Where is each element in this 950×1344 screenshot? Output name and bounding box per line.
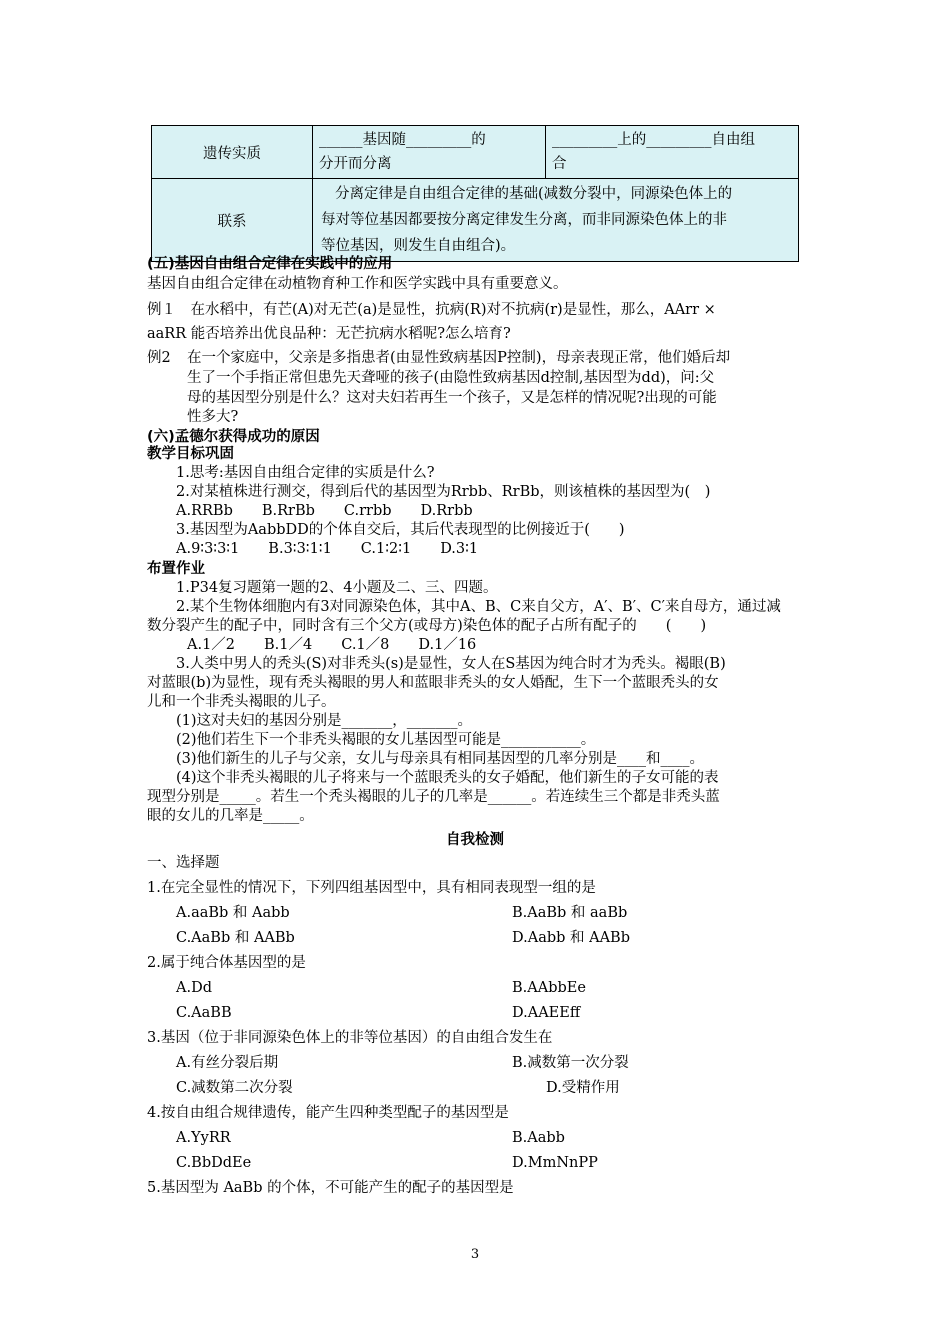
homework-line: (2)他们若生下一个非秃头褐眼的女儿基因型可能是___________。: [176, 732, 596, 748]
relation-cell: 分离定律是自由组合定律的基础(减数分裂中，同源染色体上的 每对等位基因都要按分离定律发生分离，而非同源染色体上的非 等位基因，则发生自由组合)。: [313, 179, 799, 262]
part-heading: 一、选择题: [147, 855, 220, 871]
option: A.YyRR: [176, 1130, 231, 1146]
homework-line: (4)这个非秃头褐眼的儿子将来与一个蓝眼秃头的女子婚配，他们新生的子女可能的表: [176, 770, 719, 786]
question-line: 1.思考:基因自由组合定律的实质是什么?: [176, 465, 435, 481]
question-stem: 4.按自由组合规律遗传，能产生四种类型配子的基因型是: [147, 1105, 509, 1121]
comparison-table: [151, 125, 799, 262]
homework-line: 数分裂产生的配子中，同时含有三个父方(或母方)染色体的配子占所有配子的 ( ): [147, 618, 707, 634]
section-heading: 布置作业: [147, 561, 205, 577]
homework-line: 2.某个生物体细胞内有3对同源染色体，其中A、B、C来自父方，A′、B′、C′来自母方，通过减: [176, 599, 781, 615]
table-row: [152, 126, 799, 179]
example-line: 生了一个手指正常但患先天聋哑的孩子(由隐性致病基因d控制,基因型为dd)，问:父: [187, 370, 715, 386]
homework-line: (3)他们新生的儿子与父亲，女儿与母亲具有相同基因型的几率分别是____和____。: [176, 751, 705, 767]
options-line: A.9∶3∶3∶1 B.3∶3∶1∶1 C.1∶2∶1 D.3∶1: [176, 541, 479, 557]
homework-line: 儿和一个非秃头褐眼的儿子。: [147, 694, 336, 710]
homework-line: 现型分别是_____。若生一个秃头褐眼的儿子的几率是______。若连续生三个都是非秃头蓝: [147, 789, 720, 805]
option: C.AaBB: [176, 1005, 232, 1021]
homework-line: 对蓝眼(b)为显性，现有秃头褐眼的男人和蓝眼非秃头的女人婚配，生下一个蓝眼秃头的女: [147, 675, 719, 691]
options-line: A.RRBb B.RrBb C.rrbb D.Rrbb: [176, 503, 473, 519]
option: B.AaBb 和 aaBb: [512, 905, 628, 921]
section-heading: (五)基因自由组合定律在实践中的应用: [147, 256, 393, 272]
option: B.Aabb: [512, 1130, 565, 1146]
question-line: 3.基因型为AabbDD的个体自交后，其后代表现型的比例接近于( ): [176, 522, 625, 538]
section-heading: 教学目标巩固: [147, 446, 234, 462]
example-line: 在一个家庭中，父亲是多指患者(由显性致病基因P控制)，母亲表现正常，他们婚后却: [187, 350, 731, 366]
example-line: 母的基因型分别是什么？这对夫妇若再生一个孩子，又是怎样的情况呢?出现的可能: [187, 390, 717, 406]
option: D.MmNnPP: [512, 1155, 598, 1171]
option: A.aaBb 和 Aabb: [176, 905, 290, 921]
row-label-cell: 联系: [152, 179, 313, 262]
option: D.AAEEff: [512, 1005, 581, 1021]
option: A.有丝分裂后期: [176, 1055, 279, 1071]
combination-law-cell: _________上的_________自由组 合: [546, 126, 799, 179]
option: D.Aabb 和 AABb: [512, 930, 630, 946]
question-stem: 2.属于纯合体基因型的是: [147, 955, 306, 971]
example-label: 例2: [147, 350, 171, 366]
option: D.受精作用: [546, 1080, 620, 1096]
question-stem: 1.在完全显性的情况下，下列四组基因型中，具有相同表现型一组的是: [147, 880, 596, 896]
options-line: A.1／2 B.1／4 C.1／8 D.1／16: [187, 637, 477, 653]
homework-line: (1)这对夫妇的基因分别是_______，_______。: [176, 713, 473, 729]
row-label-cell: 遗传实质: [152, 126, 313, 179]
table-row: [152, 179, 799, 262]
option: C.BbDdEe: [176, 1155, 252, 1171]
homework-line: 3.人类中男人的秃头(S)对非秃头(s)是显性，女人在S基因为纯合时才为秃头。褐眼(B): [176, 656, 726, 672]
option: B.AAbbEe: [512, 980, 586, 996]
question-stem: 5.基因型为 AaBb 的个体，不可能产生的配子的基因型是: [147, 1180, 514, 1196]
homework-line: 1.P34复习题第一题的2、4小题及二、三、四题。: [176, 580, 498, 596]
page-number: 3: [470, 1247, 480, 1262]
paragraph: 基因自由组合定律在动植物育种工作和医学实践中具有重要意义。: [147, 276, 568, 292]
self-test-title: 自我检测: [446, 832, 504, 848]
example-line: aaRR 能否培养出优良品种：无芒抗病水稻呢?怎么培育?: [147, 326, 511, 342]
example-line: 性多大?: [187, 409, 239, 425]
question-line: 2.对某植株进行测交，得到后代的基因型为Rrbb、RrBb，则该植株的基因型为( ): [176, 484, 711, 500]
example-line: 例１ 在水稻中，有芒(A)对无芒(a)是显性，抗病(R)对不抗病(r)是显性，那么，AArr ×: [147, 302, 716, 318]
option: A.Dd: [176, 980, 212, 996]
section-heading: (六)孟德尔获得成功的原因: [147, 429, 320, 445]
option: B.减数第一次分裂: [512, 1055, 629, 1071]
separation-law-cell: ______基因随_________的 分开而分离: [313, 126, 546, 179]
option: C.减数第二次分裂: [176, 1080, 293, 1096]
homework-line: 眼的女儿的几率是_____。: [147, 808, 314, 824]
question-stem: 3.基因（位于非同源染色体上的非等位基因）的自由组合发生在: [147, 1030, 553, 1046]
option: C.AaBb 和 AABb: [176, 930, 295, 946]
